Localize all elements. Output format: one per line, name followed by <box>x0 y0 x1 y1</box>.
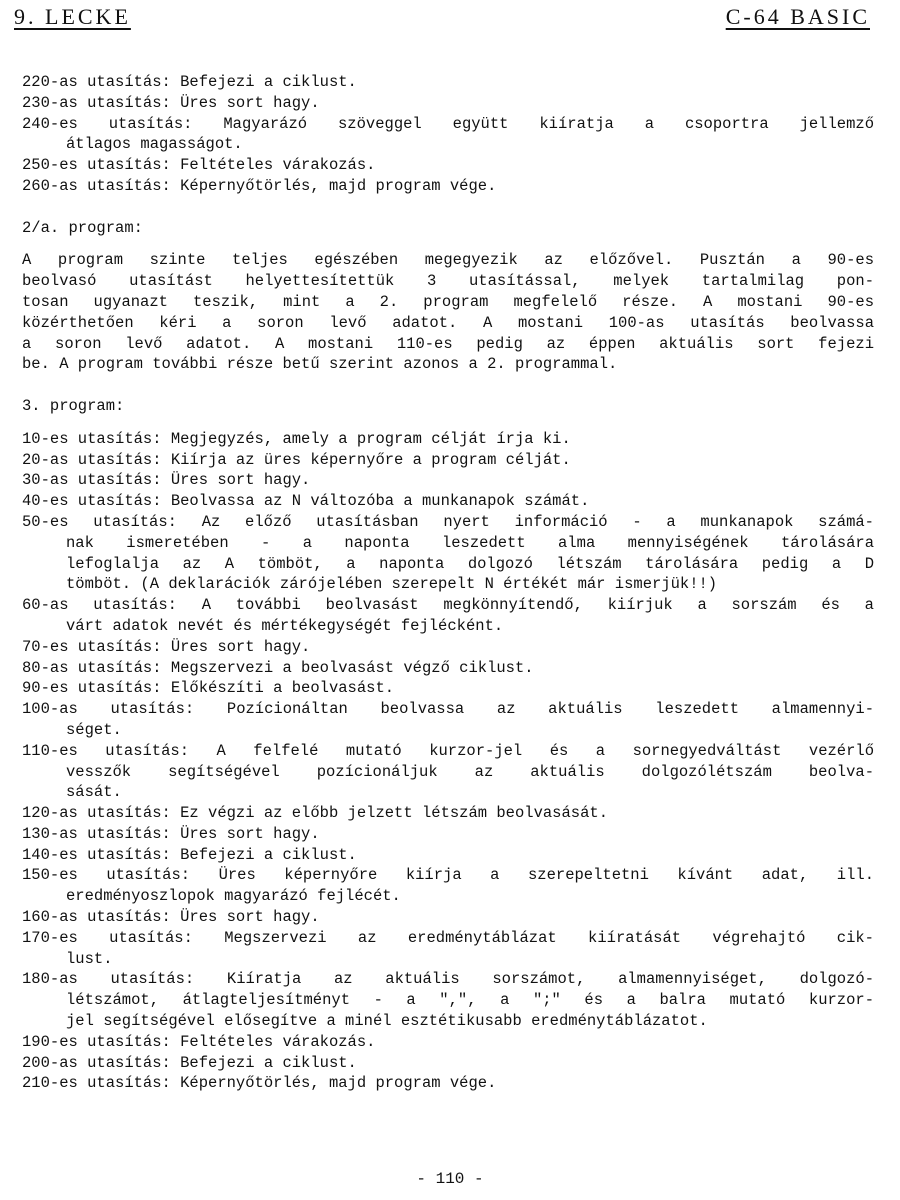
section-heading: 3. program: <box>22 396 125 415</box>
statement-item <box>22 1032 874 1053</box>
statement-item <box>22 658 874 679</box>
statement-continuation: eredményoszlopok magyarázó fejlécét. <box>66 887 401 906</box>
statement-item <box>22 969 874 1031</box>
statement-continuation: lefoglalja az A tömböt, a naponta dolgozó létszám tárolására pedig a D <box>66 554 874 573</box>
statement-line: 90-es utasítás: Előkészíti a beolvasást. <box>22 679 395 698</box>
document-body <box>22 72 874 1094</box>
paragraph-line: tosan ugyanazt teszik, mint a 2. program megfelelő része. A mostani 90-es <box>22 292 874 311</box>
statement-line: 20-as utasítás: Kiírja az üres képernyőre a program célját. <box>22 450 571 469</box>
statement-item <box>22 429 874 450</box>
statement-item <box>22 928 874 970</box>
statement-item <box>22 72 874 93</box>
statement-continuation: lust. <box>66 949 113 968</box>
statement-line: 70-es utasítás: Üres sort hagy. <box>22 637 311 656</box>
section-heading: 2/a. program: <box>22 218 143 237</box>
book-title: C-64 BASIC <box>725 4 870 29</box>
statement-item <box>22 1053 874 1074</box>
statement-item <box>22 450 874 471</box>
statement-item <box>22 865 874 907</box>
statement-item <box>22 1073 874 1094</box>
statement-line: 160-as utasítás: Üres sort hagy. <box>22 908 320 927</box>
statement-item <box>22 155 874 176</box>
statement-item <box>22 512 874 595</box>
statement-line: 210-es utasítás: Képernyőtörlés, majd program vége. <box>22 1074 497 1093</box>
statement-item <box>22 114 874 156</box>
statement-continuation: átlagos magasságot. <box>66 135 243 154</box>
paragraph-line: a soron levő adatot. A mostani 110-es pedig az éppen aktuális sort fejezi <box>22 334 874 353</box>
statement-item <box>22 907 874 928</box>
statement-line: 100-as utasítás: Pozícionáltan beolvassa az aktuális leszedett almamennyi- <box>22 700 874 719</box>
statement-item <box>22 741 874 803</box>
statement-line: 80-as utasítás: Megszervezi a beolvasást végző ciklust. <box>22 658 534 677</box>
paragraph-line: közérthetően kéri a soron levő adatot. A mostani 100-as utasítás beolvassa <box>22 313 874 332</box>
statement-line: 130-as utasítás: Üres sort hagy. <box>22 824 320 843</box>
statement-line: 40-es utasítás: Beolvassa az N változóba a munkanapok számát. <box>22 492 590 511</box>
statement-line: 150-es utasítás: Üres képernyőre kiírja a szerepeltetni kívánt adat, ill. <box>22 866 874 885</box>
spacer <box>22 197 874 218</box>
spacer <box>22 238 874 250</box>
statement-line: 60-as utasítás: A további beolvasást megkönnyítendő, kiírjuk a sorszám és a <box>22 596 874 615</box>
page-header <box>14 4 870 32</box>
statement-item <box>22 845 874 866</box>
statement-item <box>22 176 874 197</box>
statement-continuation: nak ismeretében - a naponta leszedett alma mennyiségének tárolására <box>66 533 874 552</box>
paragraph-line: beolvasó utasítást helyettesítettük 3 utasítással, melyek tartalmilag pon- <box>22 272 874 291</box>
statement-line: 240-es utasítás: Magyarázó szöveggel együtt kiíratja a csoportra jellemző <box>22 114 874 133</box>
statement-line: 190-es utasítás: Feltételes várakozás. <box>22 1032 376 1051</box>
statement-line: 120-as utasítás: Ez végzi az előbb jelzett létszám beolvasását. <box>22 804 608 823</box>
statement-item <box>22 93 874 114</box>
statement-item <box>22 824 874 845</box>
statement-item <box>22 491 874 512</box>
statement-line: 250-es utasítás: Feltételes várakozás. <box>22 156 376 175</box>
statement-continuation: séget. <box>66 720 122 739</box>
statement-item <box>22 470 874 491</box>
statement-line: 10-es utasítás: Megjegyzés, amely a program célját írja ki. <box>22 429 571 448</box>
statement-item <box>22 678 874 699</box>
statement-continuation: sását. <box>66 783 122 802</box>
statement-line: 200-as utasítás: Befejezi a ciklust. <box>22 1053 357 1072</box>
spacer <box>22 375 874 396</box>
paragraph-line: A program szinte teljes egészében megegyezik az előzővel. Pusztán a 90-es <box>22 251 874 270</box>
page-number: - 110 - <box>416 1170 484 1188</box>
statement-line: 140-es utasítás: Befejezi a ciklust. <box>22 845 357 864</box>
paragraph-line: be. A program további része betű szerint azonos a 2. programmal. <box>22 355 618 374</box>
statement-continuation: jel segítségével elősegítve a minél esztétikusabb eredménytáblázatot. <box>66 1012 708 1031</box>
statement-line: 170-es utasítás: Megszervezi az eredménytáblázat kiíratását végrehajtó cik- <box>22 928 874 947</box>
statement-continuation: tömböt. (A deklarációk zárójelében szerepelt N értékét már ismerjük!!) <box>66 575 718 594</box>
statement-continuation: létszámot, átlagteljesítményt - a ",", a ";" és a balra mutató kurzor- <box>66 991 874 1010</box>
statement-item <box>22 637 874 658</box>
statement-line: 50-es utasítás: Az előző utasításban nyert információ - a munkanapok számá- <box>22 512 874 531</box>
spacer <box>22 417 874 429</box>
statement-line: 30-as utasítás: Üres sort hagy. <box>22 471 311 490</box>
statement-line: 180-as utasítás: Kiíratja az aktuális sorszámot, almamennyiséget, dolgozó- <box>22 970 874 989</box>
statement-item <box>22 803 874 824</box>
statement-line: 230-as utasítás: Üres sort hagy. <box>22 93 320 112</box>
statement-line: 220-as utasítás: Befejezi a ciklust. <box>22 73 357 91</box>
statement-line: 260-as utasítás: Képernyőtörlés, majd program vége. <box>22 176 497 195</box>
lesson-title: 9. LECKE <box>14 4 131 29</box>
statement-continuation: várt adatok nevét és mértékegységét fejlécként. <box>66 616 504 635</box>
statement-item <box>22 699 874 741</box>
statement-continuation: vesszők segítségével pozícionáljuk az aktuális dolgozólétszám beolva- <box>66 762 874 781</box>
statement-line: 110-es utasítás: A felfelé mutató kurzor-jel és a sornegyedváltást vezérlő <box>22 741 874 760</box>
statement-item <box>22 595 874 637</box>
